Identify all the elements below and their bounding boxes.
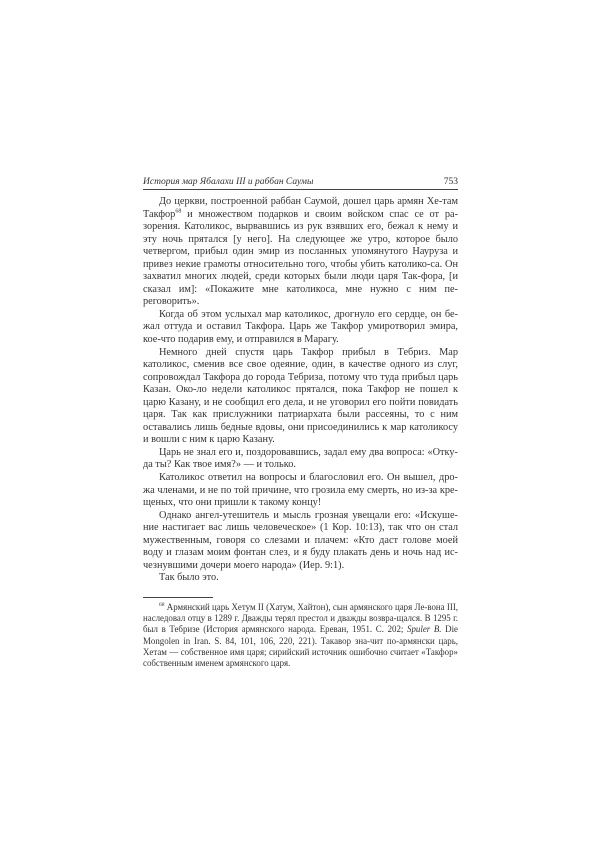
paragraph: Католикос ответил на вопросы и благословил его. Он вышел, дро-жа членами, и не по той причине, что грозила ему смерть, но из-за кре-щеных, что они пришли к такому концу! — [143, 472, 458, 509]
running-title: История мар Ябалахи III и раббан Саумы — [143, 177, 314, 187]
footnote-marker: 68 — [159, 601, 165, 608]
paragraph: Царь не знал его и, поздоровавшись, задал ему два вопроса: «Отку-да ты? Как твое имя?» — и только. — [143, 446, 458, 471]
paragraph: До церкви, построенной раббан Саумой, дошел царь армян Хе-там Такфор$^{68}$ и множеством подарков и своим войском спас се от ра-зорения. Католикос, вырвавшись из рук взявших его, бежал к нему и эту ночь прятался [у него]. На следующее же утро, которое было четвергом, прибыл один эмир из посланных упомянутого Науруза и привез некие грамоты относительно того, чтобы убить католико-са. Он захватил многих людей, среди которых были люди царя Так-фора, [и сказал им]: «Покажите мне католикоса, мне нужно с ним пе-реговорить». — [143, 196, 458, 308]
paragraph: Когда об этом услыхал мар католикос, дрогнуло его сердце, он бе-жал оттуда и оставил Такфора. Царь же Такфор умиротворил эмира, кое-что подарив ему, и отправился в Марагу. — [143, 308, 458, 346]
page-number: 753 — [443, 177, 458, 187]
paragraph: Немного дней спустя царь Такфор прибыл в Тебриз. Мар католикос, сменив все свое одеяние, один, в качестве одного из слуг, сопровождал Такфора до города Тебриза, потому что туда прибыл царь Казан. Око-ло недели католикос прятался, пока Такфор не пошел к царю Казану, и не сообщил его дела, и не уговорил его пойти повидать царя. Так как прислужники патриархата были рассеяны, то с ним оставались лишь бедные вдовы, они присоединились к мар католикосу и вошли с ним к царю Казану. — [143, 346, 458, 446]
footnote-divider — [143, 597, 213, 598]
paragraph: Однако ангел-утешитель и мысль грозная увещали его: «Искуше-ние настигает вас лишь человеческое» (1 Кор. 10:13), так что он стал мужественным, говоря со слезами и плачем: «Кто даст голове моей воду и глазам моим фонтан слез, и я буду плакать день и ночь над ис-чезнувшими дочери моего народа» (Иер. 9:1). — [143, 509, 458, 571]
main-text — [143, 196, 458, 585]
paragraph: Так было это. — [159, 572, 219, 584]
book-page — [143, 177, 458, 669]
footnote: $^{68}$ Армянский царь Хетум II (Хатум, Хайтон), сын армянского царя Ле-вона III, наследовал отцу в 1289 г. Дважды терял престол и дважды возвра-щался. В 1295 г. был в Тебризе (История армянского народа. Ереван, 1951. С. 202; Spuler B. Die Mongolen in Iran. S. 84, 101, 106, 220, 221). Такавор зна-чит по-армянски царь, Хетам — собственное имя царя; сирийский источник ошибочно считает «Такфор» собственным именем армянского царя. — [143, 601, 458, 668]
running-header — [143, 177, 458, 190]
footnote-ref: 68 — [175, 208, 182, 215]
